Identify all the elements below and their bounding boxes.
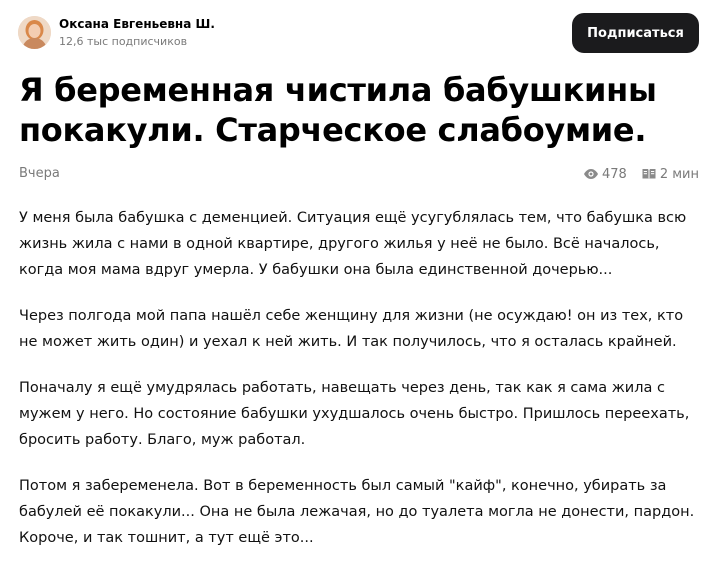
article-title: Я беременная чистила бабушкины покакули. Старческое слабоумие. (19, 71, 657, 149)
author-name[interactable]: Оксана Евгеньевна Ш. (59, 17, 215, 31)
article-paragraph: Поначалу я ещё умудрялась работать, навещать через день, так как я сама жила с мужем у него. Но состояние бабушки ухудшалось очень быстро. Пришлось переехать, бросить работу. Благо, муж работал. (19, 380, 690, 448)
read-time: 2 мин (659, 166, 699, 182)
article-paragraph: Через полгода мой папа нашёл себе женщину для жизни (не осуждаю! он из тех, кто не может жить один) и уехал к ней жить. И так получилось, что я осталась крайней. (19, 308, 684, 350)
avatar-image (18, 16, 51, 49)
eye-icon (583, 166, 599, 182)
subscriber-count: 12,6 тыс подписчиков (59, 35, 188, 48)
article-paragraph: У меня была бабушка с деменцией. Ситуация ещё усугублялась тем, что бабушка всю жизнь жила с нами в одной квартире, другого жилья у неё не было. Всё началось, когда моя мама вдруг умерла. У бабушки она была единственной дочерью... (19, 210, 687, 278)
article-paragraph: Потом я забеременела. Вот в беременность был самый "кайф", конечно, убирать за бабулей её покакули... Она не была лежачая, но до туалета могла не донести, пардон. Короче, и так тошнит, а тут ещё это... (19, 478, 695, 546)
article-body (19, 205, 703, 571)
channel-header (17, 13, 699, 55)
publish-date: Вчера (19, 166, 60, 181)
article-meta (19, 166, 699, 184)
subscribe-button[interactable]: Подписаться (572, 13, 699, 53)
author-avatar[interactable] (18, 16, 51, 49)
view-count: 478 (602, 166, 627, 182)
book-icon (641, 166, 657, 182)
article-stats (583, 166, 699, 182)
